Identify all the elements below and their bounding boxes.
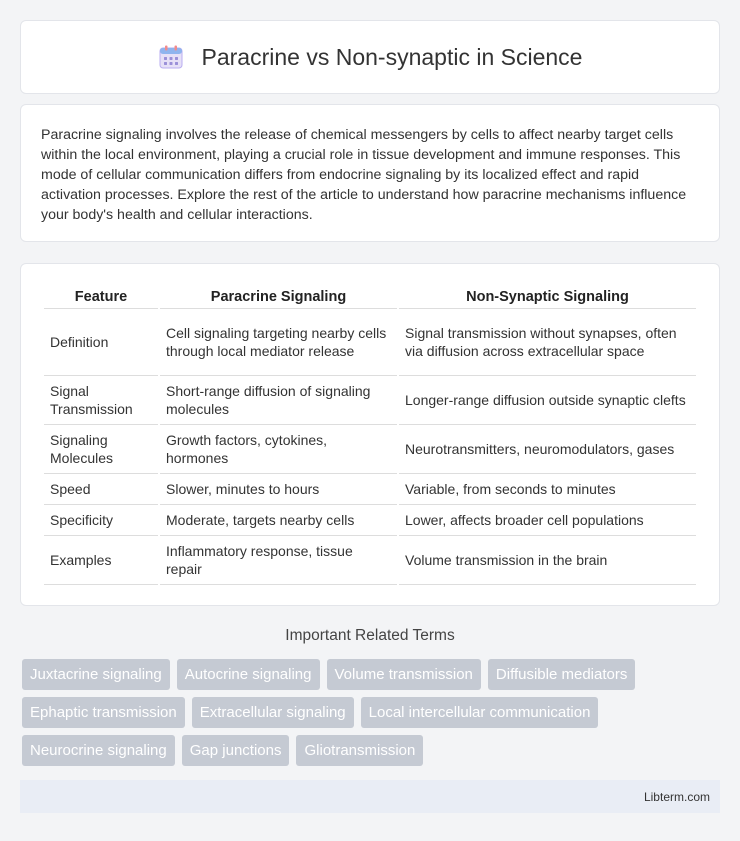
table-cell-non-synaptic: Longer-range diffusion outside synaptic clefts: [399, 376, 696, 425]
table-cell-non-synaptic: Variable, from seconds to minutes: [399, 474, 696, 505]
table-row: [44, 474, 696, 505]
comparison-table: [42, 286, 698, 585]
table-cell-paracrine: Cell signaling targeting nearby cells through local mediator release: [160, 309, 397, 376]
related-term-tag[interactable]: Extracellular signaling: [192, 697, 354, 728]
table-cell-non-synaptic: Volume transmission in the brain: [399, 536, 696, 585]
related-terms-list: [20, 659, 720, 766]
calendar-icon: [158, 44, 184, 70]
table-header-feature: Feature: [44, 286, 158, 309]
table-header-non-synaptic: Non-Synaptic Signaling: [399, 286, 696, 309]
table-cell-paracrine: Inflammatory response, tissue repair: [160, 536, 397, 585]
table-cell-feature: Definition: [44, 309, 158, 376]
table-cell-non-synaptic: Signal transmission without synapses, often via diffusion across extracellular space: [399, 309, 696, 376]
table-cell-feature: Speed: [44, 474, 158, 505]
related-term-tag[interactable]: Volume transmission: [327, 659, 481, 690]
table-cell-paracrine: Short-range diffusion of signaling molecules: [160, 376, 397, 425]
table-cell-feature: Signaling Molecules: [44, 425, 158, 474]
table-cell-non-synaptic: Neurotransmitters, neuromodulators, gases: [399, 425, 696, 474]
table-row: [44, 376, 696, 425]
related-terms-title: Important Related Terms: [285, 627, 455, 644]
table-cell-non-synaptic: Lower, affects broader cell populations: [399, 505, 696, 536]
table-cell-feature: Examples: [44, 536, 158, 585]
comparison-card: [20, 263, 720, 606]
related-terms-section: [20, 627, 720, 766]
footer: [20, 780, 720, 813]
intro-card: [20, 104, 720, 242]
related-term-tag[interactable]: Ephaptic transmission: [22, 697, 185, 728]
related-term-tag[interactable]: Neurocrine signaling: [22, 735, 175, 766]
page-title: Paracrine vs Non-synaptic in Science: [201, 43, 583, 70]
related-term-tag[interactable]: Gliotransmission: [296, 735, 423, 766]
related-term-tag[interactable]: Local intercellular communication: [361, 697, 599, 728]
related-term-tag[interactable]: Autocrine signaling: [177, 659, 320, 690]
related-term-tag[interactable]: Gap junctions: [182, 735, 290, 766]
table-header-row: [44, 286, 696, 309]
footer-site-link[interactable]: Libterm.com: [643, 789, 710, 804]
table-row: [44, 309, 696, 376]
table-row: [44, 425, 696, 474]
table-row: [44, 536, 696, 585]
table-row: [44, 505, 696, 536]
table-cell-paracrine: Moderate, targets nearby cells: [160, 505, 397, 536]
table-cell-paracrine: Growth factors, cytokines, hormones: [160, 425, 397, 474]
table-cell-feature: Signal Transmission: [44, 376, 158, 425]
table-cell-feature: Specificity: [44, 505, 158, 536]
related-term-tag[interactable]: Juxtacrine signaling: [22, 659, 170, 690]
intro-text: Paracrine signaling involves the release of chemical messengers by cells to affect nearby target cells within the local environment, playing a crucial role in tissue development and immune responses. This mode of cellular communication differs from endocrine signaling by its localized effect and rapid activation processes. Explore the rest of the article to understand how paracrine mechanisms influence your body's health and cellular interactions.: [41, 127, 687, 223]
table-cell-paracrine: Slower, minutes to hours: [160, 474, 397, 505]
related-term-tag[interactable]: Diffusible mediators: [488, 659, 635, 690]
table-header-paracrine: Paracrine Signaling: [160, 286, 397, 309]
header-card: [20, 20, 720, 94]
